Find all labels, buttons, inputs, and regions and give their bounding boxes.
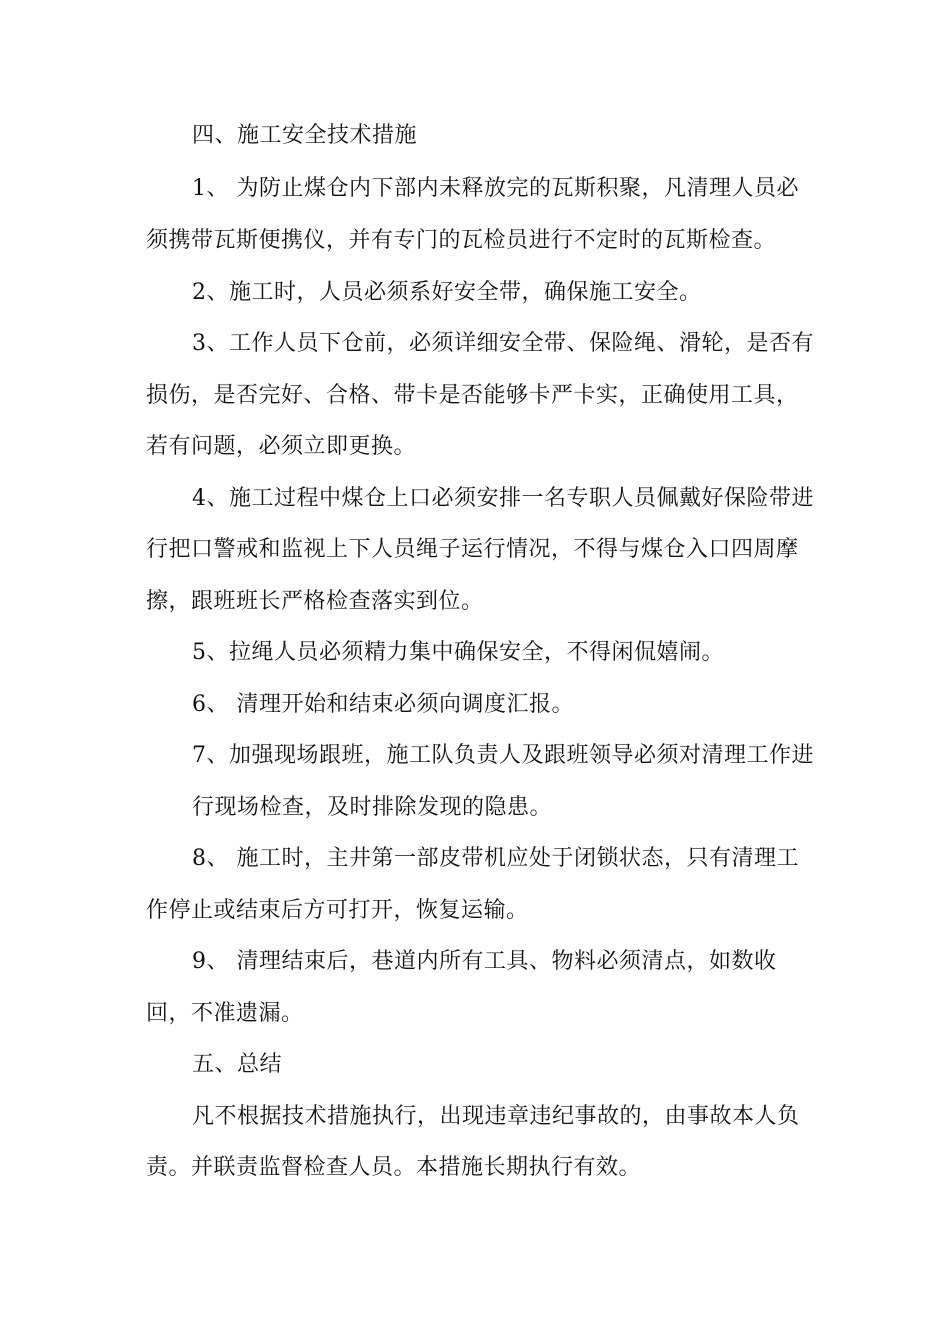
section-heading: 四、施工安全技术措施 — [192, 123, 418, 148]
paragraph-line: 1、 为防止煤仓内下部内未释放完的瓦斯积聚，凡清理人员必 — [192, 176, 799, 201]
paragraph-line: 行把口警戒和监视上下人员绳子运行情况，不得与煤仓入口四周摩 — [146, 537, 799, 562]
paragraph-line: 6、 清理开始和结束必须向调度汇报。 — [192, 692, 574, 717]
paragraph-line: 2、施工时，人员必须系好安全带，确保施工安全。 — [192, 280, 702, 305]
paragraph-line: 3、工作人员下仓前，必须详细安全带、保险绳、滑轮，是否有 — [192, 331, 814, 356]
paragraph-line: 4、施工过程中煤仓上口必须安排一名专职人员佩戴好保险带进 — [192, 486, 814, 511]
paragraph-line: 7、加强现场跟班，施工队负责人及跟班领导必须对清理工作进 — [192, 743, 814, 768]
paragraph-line: 9、 清理结束后，巷道内所有工具、物料必须清点，如数收 — [192, 949, 777, 974]
paragraph-line: 5、拉绳人员必须精力集中确保安全，不得闲侃嬉闹。 — [192, 640, 724, 665]
paragraph-line: 损伤，是否完好、合格、带卡是否能够卡严卡实，正确使用工具， — [146, 383, 799, 408]
paragraph-line: 须携带瓦斯便携仪，并有专门的瓦检员进行不定时的瓦斯检查。 — [146, 228, 777, 253]
paragraph-line: 8、 施工时，主井第一部皮带机应处于闭锁状态，只有清理工 — [192, 846, 799, 871]
paragraph-line: 责。并联责监督检查人员。本措施长期执行有效。 — [146, 1155, 642, 1180]
paragraph-line: 回，不准遗漏。 — [146, 1001, 304, 1026]
paragraph-line: 擦，跟班班长严格检查落实到位。 — [146, 589, 484, 614]
paragraph-line: 凡不根据技术措施执行，出现违章违纪事故的，由事故本人负 — [192, 1104, 800, 1129]
paragraph-line: 若有问题，必须立即更换。 — [146, 434, 417, 459]
section-heading: 五、总结 — [192, 1052, 283, 1077]
paragraph-line: 行现场检查，及时排除发现的隐患。 — [192, 795, 553, 820]
paragraph-line: 作停止或结束后方可打开，恢复运输。 — [146, 898, 529, 923]
